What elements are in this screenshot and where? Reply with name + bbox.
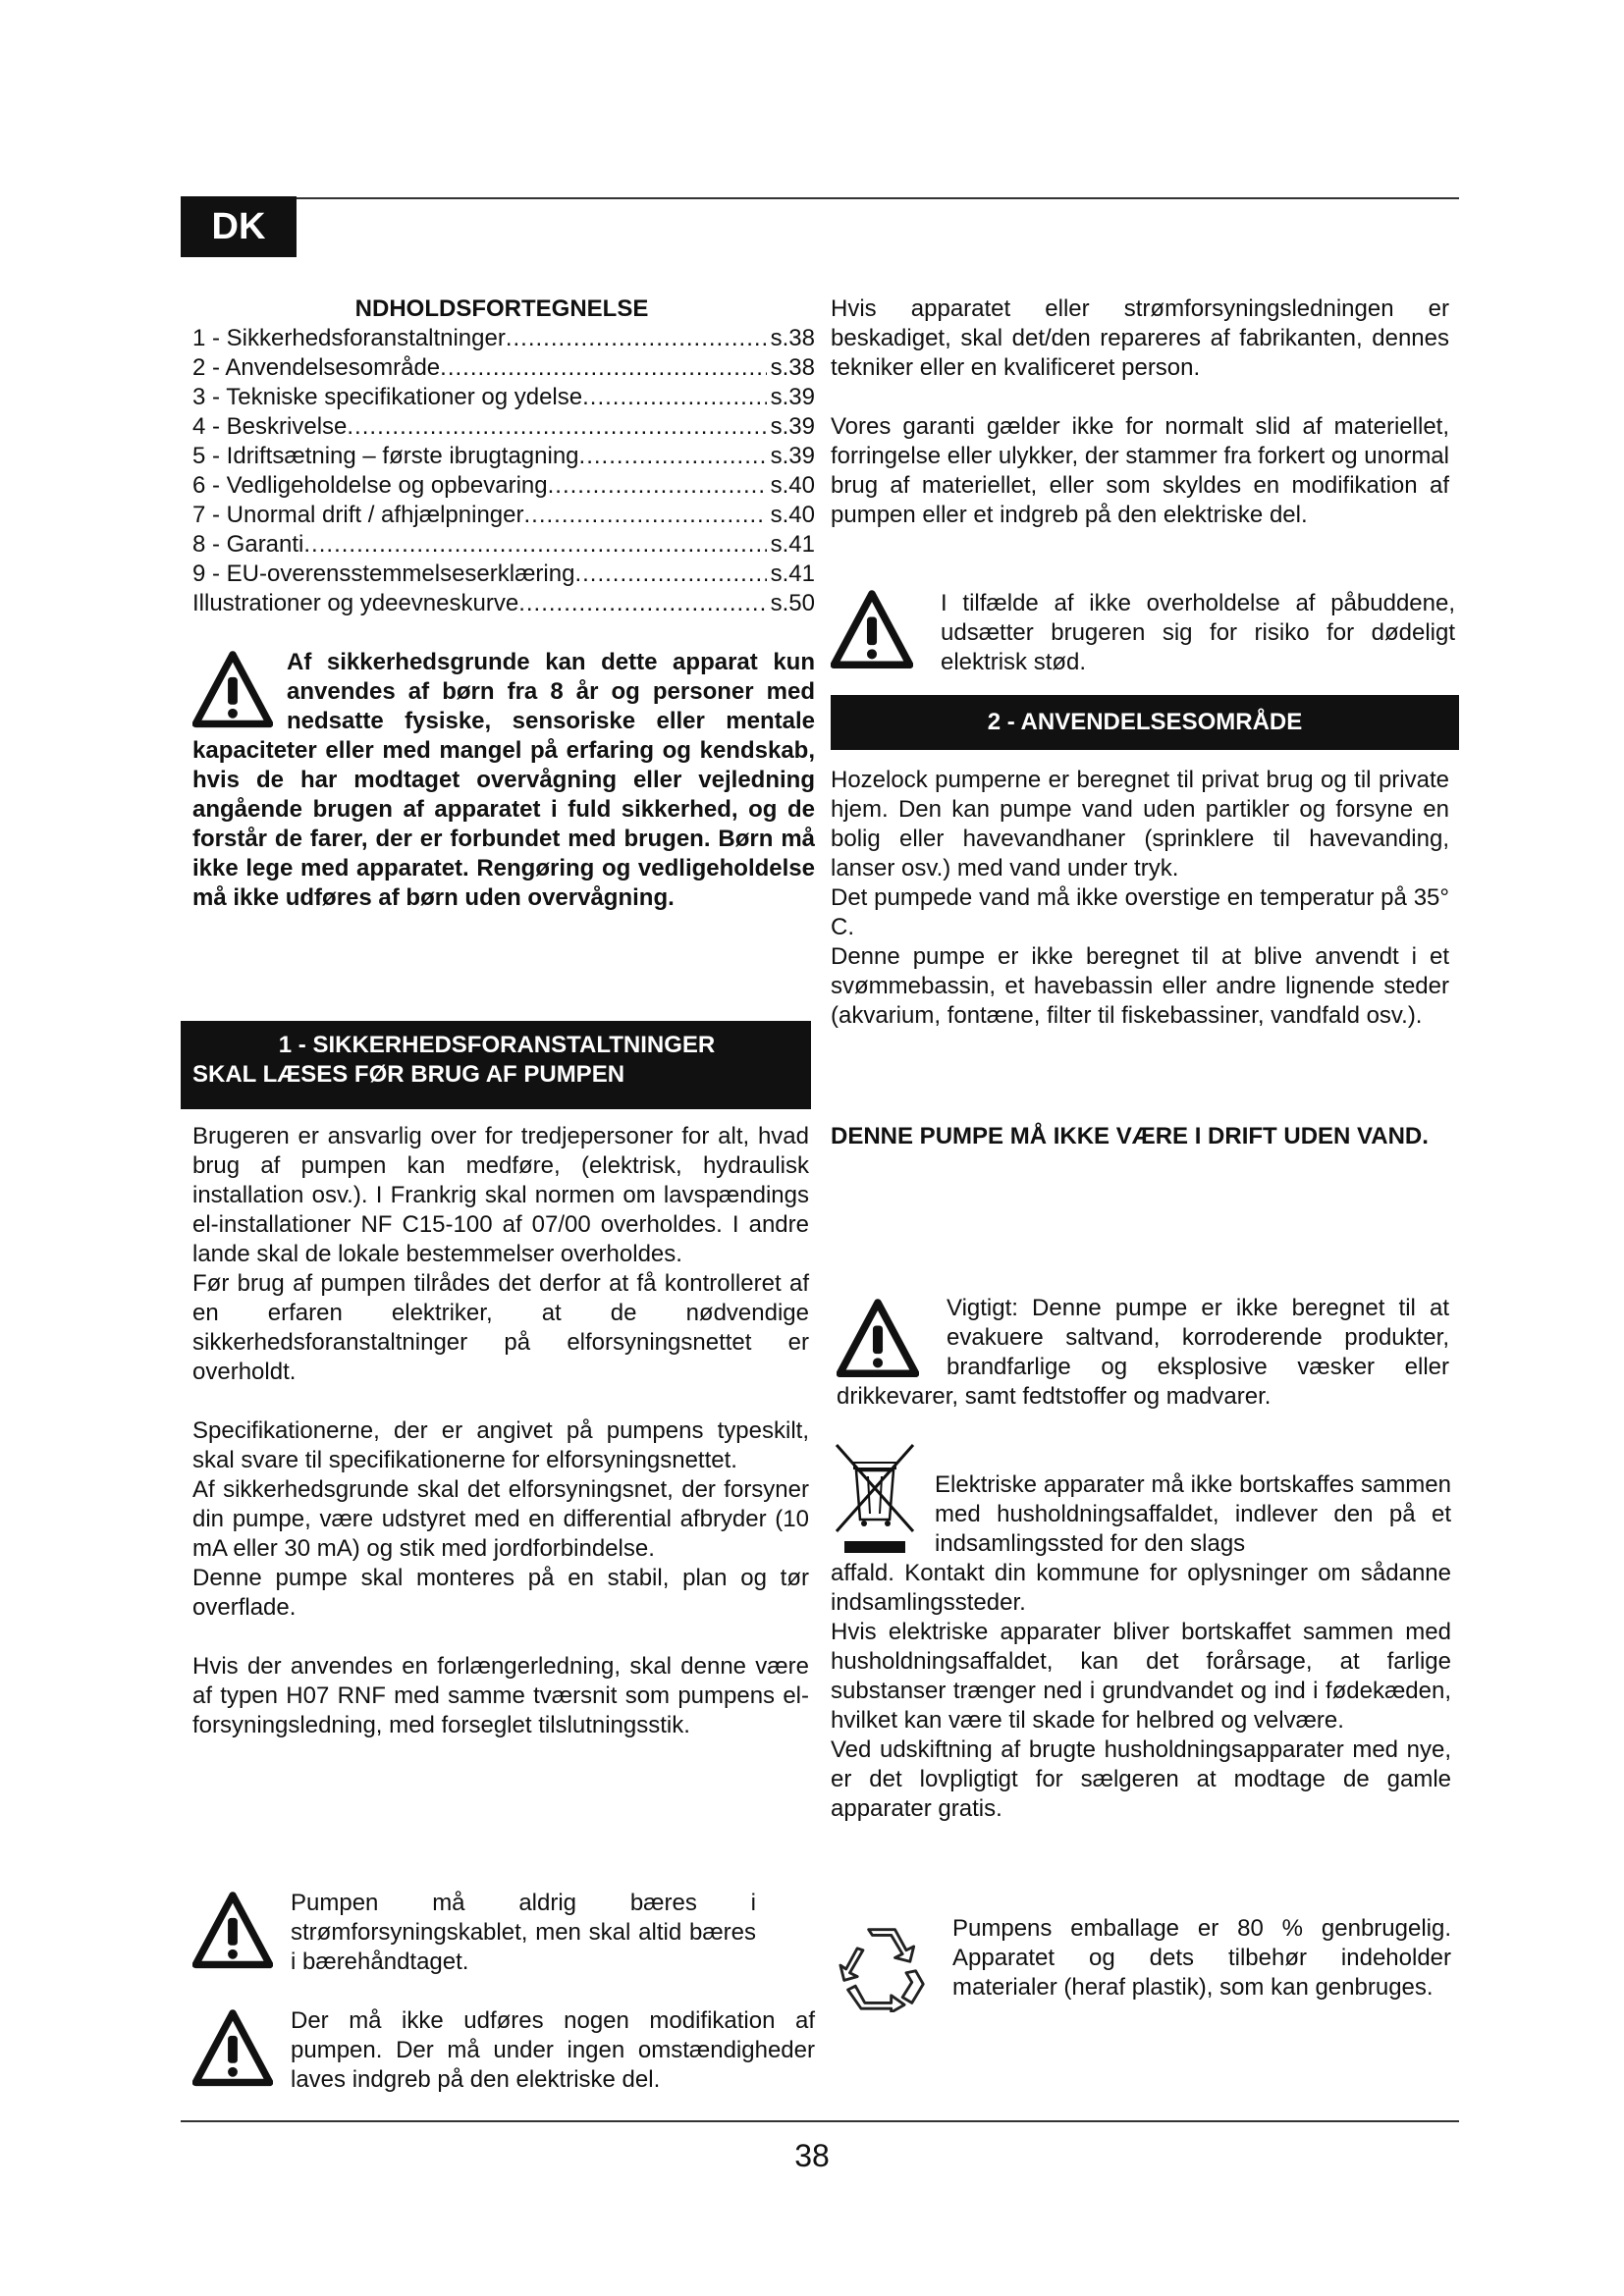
warn-modify-block [192, 2006, 815, 2095]
toc-item-title: 4 - Beskrivelse [192, 413, 348, 440]
paragraph: Det pumpede vand må ikke overstige en temperatur på 35° C. [831, 884, 1449, 940]
warn-carry-block [192, 1889, 815, 1977]
toc-leader-dots [518, 589, 766, 618]
section2-title: 2 - ANVENDELSESOMRÅDE [987, 709, 1303, 735]
toc-item-title: 3 - Tekniske specifikationer og ydelse [192, 384, 583, 410]
paragraph: Specifikationerne, der er angivet på pumpens typeskilt, skal svare til specifikationerne for elforsyningsnettet. [192, 1417, 809, 1473]
toc-item-page: s.38 [770, 325, 815, 351]
warn-carry-text: Pumpen må aldrig bæres i strømforsyningskablet, men skal altid bæres i bærehåndtaget. [291, 1890, 756, 1975]
toc-item-page: s.39 [770, 413, 815, 440]
weee-text-2: affald. Kontakt din kommune for oplysninger om sådanne indsamlingssteder. [831, 1560, 1451, 1616]
page-number: 38 [794, 2138, 830, 2173]
warn-liquids-block [837, 1294, 1449, 1412]
toc-leader-dots [582, 383, 767, 412]
paragraph: Vores garanti gælder ikke for normalt slid af materiellet, forringelse eller ulykker, der stammer fra forkert og unormal brug af materiellet, eller som skyldes en modifikation af pumpen eller et indgreb på den elektriske del. [831, 413, 1449, 528]
toc-item [192, 589, 815, 618]
toc-item [192, 442, 815, 471]
toc-item-title: 5 - Idriftsætning – første ibrugtagning [192, 443, 579, 469]
table-of-contents [192, 294, 815, 618]
toc-item-page: s.39 [770, 384, 815, 410]
weee-text-1: Elektriske apparater må ikke bortskaffes sammen med husholdningsaffaldet, indlever den på et indsamlingssted for den slags [935, 1471, 1451, 1557]
paragraph: Før brug af pumpen tilrådes det derfor at få kontrolleret af en erfaren elektriker, at de nødvendige sikkerhedsforanstaltninger på elforsyningsnettet er overholdt. [192, 1270, 809, 1385]
toc-item [192, 412, 815, 442]
toc-item-title: 8 - Garanti [192, 531, 304, 558]
toc-item [192, 560, 815, 589]
warn-modify-text: Der må ikke udføres nogen modifikation af pumpen. Der må under ingen omstændigheder laves indgreb på den elektriske del. [291, 2007, 815, 2093]
toc-item-page: s.38 [770, 354, 815, 381]
paragraph: Af sikkerhedsgrunde skal det elforsyningsnet, der forsyner din pumpe, være udstyret med en differential afbryder (10 mA eller 30 mA) og stik med jordforbindelse. [192, 1476, 809, 1562]
crossed-bin-icon [831, 1441, 919, 1557]
toc-item-page: s.39 [770, 443, 815, 469]
child-warning-text: Af sikkerhedsgrunde kan dette apparat kun anvendes af børn fra 8 år og personer med nedsatte fysiske, sensoriske eller mentale kapaciteter eller med mangel på erfaring og kendskab, hvis de har modtaget overvågning eller vejledning angående brugen af apparatet i fuld sikkerhed, og de forstår de farer, der er forbundet med brugen. Børn må ikke lege med apparatet. Rengøring og vedligeholdelse må ikke udføres af børn uden overvågning. [192, 649, 815, 911]
warning-icon [192, 2008, 273, 2089]
paragraph: Brugeren er ansvarlig over for tredjepersoner for alt, hvad brug af pumpen kan medføre, (elektrisk, hydraulisk installation osv.). I Frankrig skal normen om lavspændings el-installationer NF C15-100 af 07/00 overholdes. I andre lande skal de lokale bestemmelser overholdes. [192, 1123, 809, 1267]
section2-header [831, 695, 1459, 750]
toc-item-page: s.40 [770, 502, 815, 528]
toc-item-title: 9 - EU-overensstemmelseserklæring [192, 561, 575, 587]
toc-item-page: s.41 [770, 561, 815, 587]
dry-run-warning: DENNE PUMPE MÅ IKKE VÆRE I DRIFT UDEN VAND. [831, 1123, 1429, 1149]
toc-item-title: 2 - Anvendelsesområde [192, 354, 441, 381]
language-badge: DK [181, 196, 297, 257]
toc-item-title: 1 - Sikkerhedsforanstaltninger [192, 325, 506, 351]
toc-item [192, 383, 815, 412]
toc-item-title: Illustrationer og ydeevneskurve [192, 590, 519, 616]
paragraph: Hvis der anvendes en forlængerledning, skal denne være af typen H07 RNF med samme tværsnit som pumpens el-forsyningsledning, med forseglet tilslutningsstik. [192, 1653, 809, 1738]
toc-item-title: 6 - Vedligeholdelse og opbevaring [192, 472, 548, 499]
toc-item [192, 530, 815, 560]
warn-shock-text: I tilfælde af ikke overholdelse af påbuddene, udsætter brugeren sig for risiko for dødeligt elektrisk stød. [941, 590, 1455, 675]
toc-item [192, 471, 815, 501]
paragraph: Hozelock pumperne er beregnet til privat brug og til private hjem. Den kan pumpe vand uden partikler og forsyne en bolig eller havevandhaner (sprinklere til havevanding, lanser osv.) med vand under tryk. [831, 767, 1449, 881]
section1-header [181, 1021, 811, 1109]
right-top [831, 294, 1449, 530]
warn-shock-block [831, 589, 1455, 677]
toc-item-page: s.50 [770, 590, 815, 616]
toc-item [192, 353, 815, 383]
section1-title-line1: 1 - SIKKERHEDSFORANSTALTNINGER [278, 1032, 716, 1058]
footer-rule [181, 2120, 1459, 2122]
warning-icon [837, 1298, 919, 1380]
weee-text-4: Ved udskiftning af brugte husholdningsapparater med nye, er det lovpligtigt for sælgeren at modtage de gamle apparater gratis. [831, 1736, 1451, 1822]
recycle-text: Pumpens emballage er 80 % genbrugelig. Apparatet og dets tilbehør indeholder materialer (heraf plastik), som kan genbruges. [952, 1915, 1451, 2001]
warning-icon [192, 650, 273, 730]
header-rule [181, 197, 1459, 199]
toc-list [192, 324, 815, 618]
toc-item-title: 7 - Unormal drift / afhjælpninger [192, 502, 524, 528]
child-warning-block [192, 648, 815, 913]
toc-leader-dots [303, 530, 766, 560]
toc-leader-dots [548, 471, 767, 501]
toc-leader-dots [347, 412, 766, 442]
paragraph: Hvis apparatet eller strømforsyningsledningen er beskadiget, skal det/den repareres af fabrikanten, dennes tekniker eller en kvalificeret person. [831, 295, 1449, 381]
toc-item-page: s.41 [770, 531, 815, 558]
toc-leader-dots [440, 353, 766, 383]
left-body [192, 1122, 809, 1740]
toc-item [192, 501, 815, 530]
warning-icon [831, 589, 913, 671]
warning-icon [192, 1891, 273, 1971]
toc-leader-dots [506, 324, 767, 353]
toc-leader-dots [574, 560, 766, 589]
toc-leader-dots [579, 442, 767, 471]
toc-item [192, 324, 815, 353]
recycle-icon [837, 1922, 931, 2012]
right-usage [831, 766, 1449, 1031]
paragraph: Denne pumpe skal monteres på en stabil, plan og tør overflade. [192, 1565, 809, 1621]
section1-title-line2: SKAL LÆSES FØR BRUG AF PUMPEN [192, 1061, 625, 1088]
toc-item-page: s.40 [770, 472, 815, 499]
warn-liquids-text: Vigtigt: Denne pumpe er ikke beregnet til at evakuere saltvand, korroderende produkter, brandfarlige og eksplosive væsker eller drikkevarer, samt fedtstoffer og madvarer. [837, 1295, 1449, 1410]
paragraph: Denne pumpe er ikke beregnet til at blive anvendt i et svømmebassin, et havebassin eller andre lignende steder (akvarium, fontæne, filter til fiskebassiner, vandfald osv.). [831, 943, 1449, 1029]
weee-block [831, 1441, 1451, 1824]
toc-title: NDHOLDSFORTEGNELSE [354, 295, 649, 322]
recycle-block [837, 1914, 1451, 2012]
weee-text-3: Hvis elektriske apparater bliver bortskaffet sammen med husholdningsaffaldet, kan det forårsage, at farlige substanser trænger ned i grundvandet og ind i fødekæden, hvilket kan være til skade for helbred og velvære. [831, 1619, 1451, 1734]
toc-leader-dots [523, 501, 766, 530]
